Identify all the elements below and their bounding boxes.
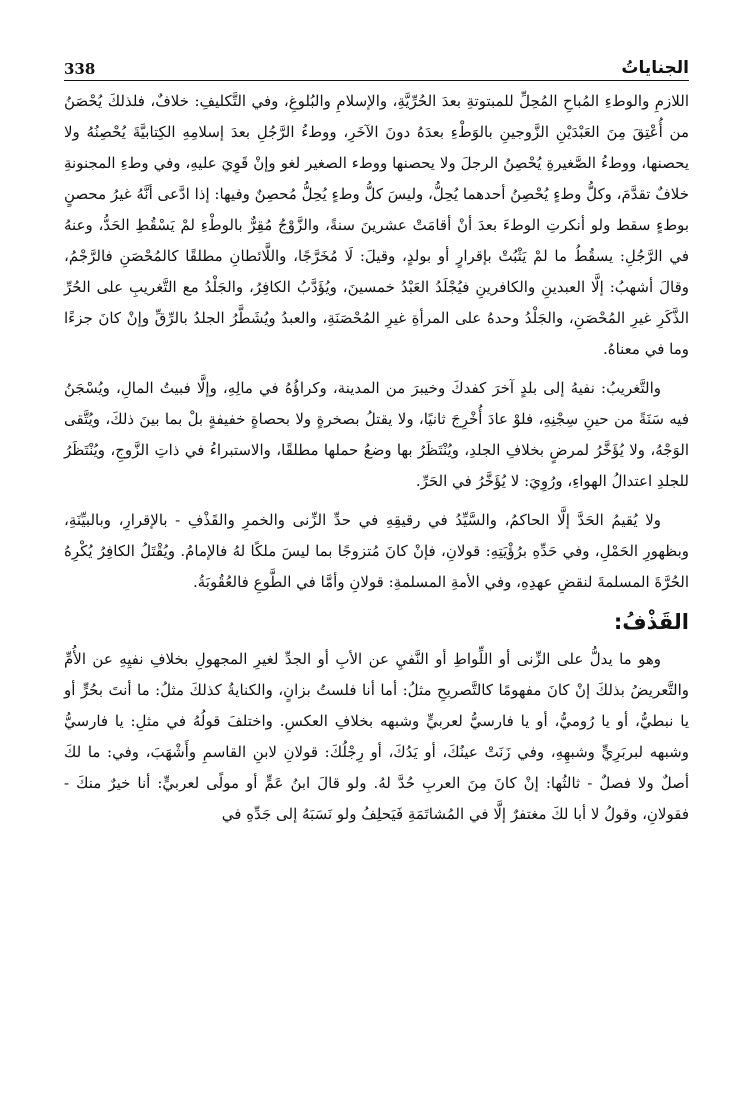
page-header [64, 44, 689, 78]
paragraph-1: اللازمِ والوطءِ المُباحِ المُحِلِّ للمبتوتةِ بعدَ الحُرِّيَّةِ، والإسلامِ والبُلوغِ، وفي التَّكليفِ: خلافٌ، فلذلكَ يُحْصَنُ من أُعْتِقَ مِنَ العَبْدَيْنِ الزَّوجينِ بالوَطْءِ بعدَهُ دونَ الآخَرِ، ووطءُ الرَّجُلِ بعدَ إسلامِهِ الكِتابيَّةَ يُحْصِنُهُ ولا يحصنها، ووطءُ الصَّغيرةِ يُحْصِنُ الرجلَ ولا يحصنها ووطء الصغير لغو وإنْ قَوِيَ عليهِ، وفي وطءِ المجنونةِ خلافٌ تقدَّمَ، وكلُّ وطءٍ يُحْصِنُ أحدهما يُحِلُّ، وليسَ كلُّ وطءٍ يُحِلُّ مُحصِنٌ وفيها: إذا ادَّعى أنَّهُ غيرُ محصنٍ بوطءٍ سقط ولو أنكرتِ الوطءَ بعدَ أنْ أقامَتْ عشرينَ سنةً، والزَّوْجُ مُقِرٌّ بالوطْءِ لمْ يَسْقُطِ الحَدُّ، وعنهُ في الرَّجُلِ: يسقُطُ ما لمْ يَثْبُتْ بإقرارٍ أو بولدٍ، وقيلَ: لَا مُخَرَّجًا، واللَّائطانِ مطلقًا كالمُحْصَنِ فالرَّجْمُ، وقالَ أشهبُ: إلَّا العبدينِ والكافرينِ فيُجْلَدُ العَبْدُ خمسينَ، ويُؤَدَّبُ الكافِرُ، والجَلْدُ مع التَّغريبِ على الحُرِّ الذَّكَرِ غيرِ المُحْصَنِ، والجَلْدُ وحدهُ على المرأةِ غيرِ المُحْصَنَةِ، والعبدُ ويُشَطَّرُ الجلدُ بالرِّقِّ وإنْ كانَ جزءًا وما في معناهُ. [64, 92, 689, 358]
section-paragraph-1: وهو ما يدلُّ على الزِّنى أو اللِّواطِ أو النَّفيِ عن الأبِ أو الجدِّ لغيرِ المجهولِ بخلافِ نفيِهِ عن الأُمِّ والتَّعريضُ بذلكَ إنْ كانَ مفهومًا كالتَّصريحِ مثلُ: أما أنا فلستُ بزانٍ، والكنايةُ كذلكَ مثلُ: ما أنتَ بحُرٍّ أو يا نبطيُّ، أو يا رُوميُّ، أو يا فارسيُّ لعربيٍّ وشبهه بخلافِ العكسِ. واختلفَ قولُهُ في مثلِ: يا فارسيُّ وشبهه لبربَرِيٍّ وشبهِهِ، وفي زَنَتْ عينُكَ، أو يَدُكَ، أو رِجْلُكَ: قولانِ لابنِ القاسمِ وأَشْهَبَ، وفي: ما لكَ أصلٌ ولا فصلٌ - ثالثُها: إنْ كانَ مِنَ العربِ حُدَّ لهُ. ولو قالَ ابنُ عَمٍّ أو مولًى لعربيٍّ: أنا خيرٌ منكَ - فقولانِ، وقولُ لا أبا لكَ مغتفرٌ إلَّا في المُشاتَمَةِ فَيَحلِفُ ولو نَسَبَهُ إلى جَدِّهِ في [64, 650, 689, 823]
page-body [64, 86, 689, 830]
header-rule [64, 80, 689, 81]
section-heading: القَذْفُ: [613, 610, 689, 634]
page-number: 338 [64, 60, 96, 78]
paragraph-3: ولا يُقيمُ الحَدَّ إلَّا الحاكمُ، والسَّيِّدُ في رقيقِهِ في حدِّ الزِّنى والخمرِ والقَذْفِ - بالإقرارِ، وبالبيِّنَةِ، وبظهورِ الحَمْلِ، وفي حَدِّهِ برُؤْيَتِهِ: قولانِ، فإنْ كانَ مُتزوجًا بما ليسَ ملكًا لهُ فالإمامُ. ويُقْتَلُ الكافِرُ يُكْرِهُ الحُرَّةَ المسلمةَ لنقضِ عهدِهِ، وفي الأمةِ المسلمةِ: قولانِ وأمَّا في الطَّوعِ فالعُقُوبَةُ. [64, 511, 689, 591]
running-head: الجناياتُ [621, 58, 689, 78]
paragraph-2: والتَّغريبُ: نفيهُ إلى بلدٍ آخرَ كفدكَ وخيبرَ من المدينة، وكراؤُهُ في مالِهِ، وإلَّا فبيتُ المالِ، ويُسْجَنُ فيه سَنَةً من حينِ سِجْنِهِ، فلوْ عادَ أُخْرِجَ ثانيًا، ولا يقتلُ بصخرةٍ ولا بحصاةٍ خفيفةٍ بلْ بما بينَ ذلكَ، ويُتَّقى الوَجْهُ، ولا يُؤَخَّرُ لمرضٍ بخلافِ الجلدِ، ويُنْتَظَرُ بها وضعُ حملها مطلقًا، والاستبراءُ في ذاتِ الزَّوجِ، ويُنْتَظَرُ للجلدِ اعتدالُ الهواءِ، ورُوِيَ: لا يُؤَخَّرُ في الحَرِّ. [64, 379, 689, 490]
